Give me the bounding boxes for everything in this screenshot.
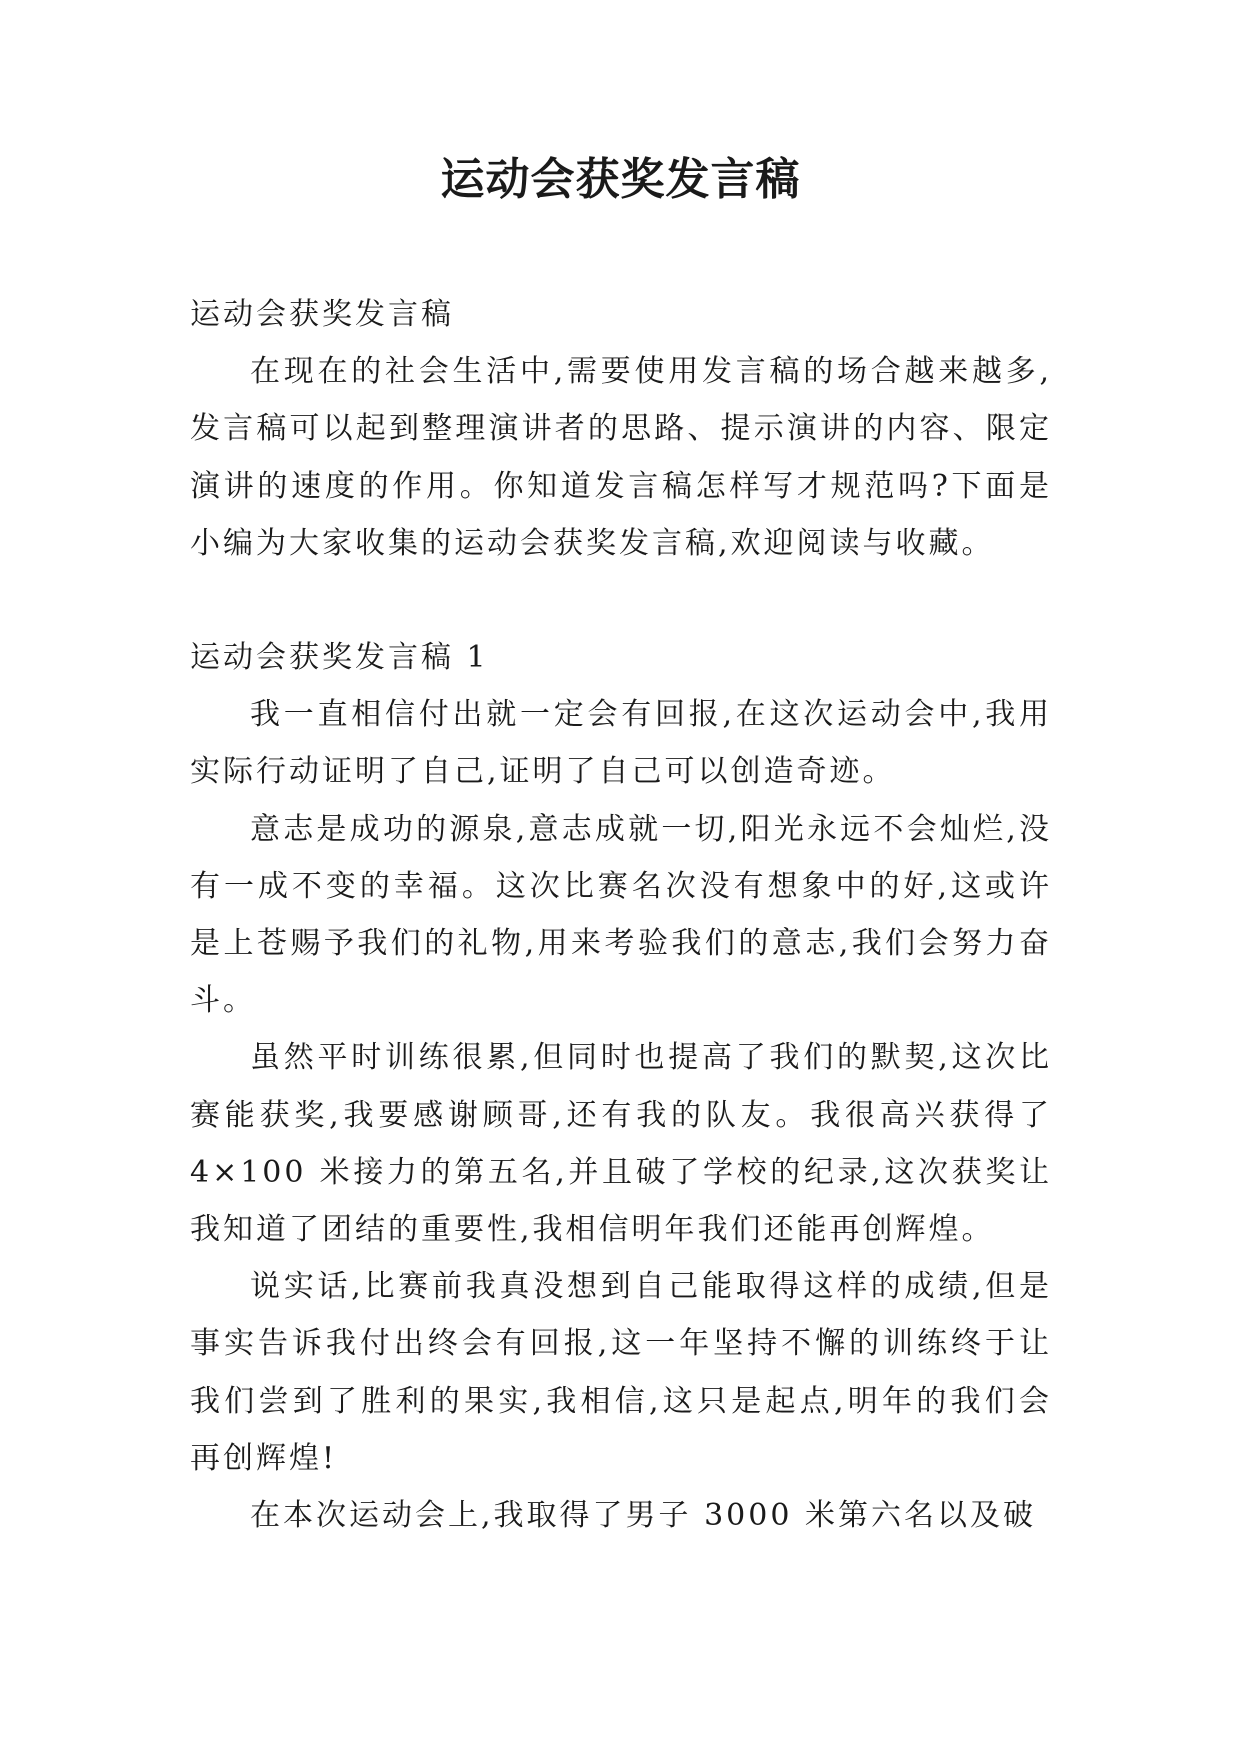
- document-title: 运动会获奖发言稿: [440, 154, 801, 205]
- body-paragraph-2: 意志是成功的源泉,意志成就一切,阳光永远不会灿烂,没有一成不变的幸福。这次比赛名次没有想象中的好,这或许是上苍赐予我们的礼物,用来考验我们的意志,我们会努力奋斗。: [190, 811, 1052, 1019]
- body-paragraph-5: 在本次运动会上,我取得了男子 3000 米第六名以及破: [250, 1498, 1036, 1534]
- intro-paragraph: 在现在的社会生活中,需要使用发言稿的场合越来越多,发言稿可以起到整理演讲者的思路、提示演讲的内容、限定演讲的速度的作用。你知道发言稿怎样写才规范吗?下面是小编为大家收集的运动会获奖发言稿,欢迎阅读与收藏。: [190, 354, 1052, 561]
- document-body: [190, 286, 1052, 1544]
- section-heading: 运动会获奖发言稿 1: [190, 640, 489, 676]
- section-spacer: [190, 572, 1052, 629]
- body-paragraph-4: 说实话,比赛前我真没想到自己能取得这样的成绩,但是事实告诉我付出终会有回报,这一年坚持不懈的训练终于让我们尝到了胜利的果实,我相信,这只是起点,明年的我们会再创辉煌!: [190, 1269, 1052, 1476]
- subtitle-line: 运动会获奖发言稿: [190, 297, 454, 332]
- body-paragraph-1: 我一直相信付出就一定会有回报,在这次运动会中,我用实际行动证明了自己,证明了自己可以创造奇迹。: [190, 697, 1052, 790]
- body-paragraph-3: 虽然平时训练很累,但同时也提高了我们的默契,这次比赛能获奖,我要感谢顾哥,还有我的队友。我很高兴获得了 4×100 米接力的第五名,并且破了学校的纪录,这次获奖让我知道了团结的重要性,我相信明年我们还能再创辉煌。: [190, 1040, 1052, 1248]
